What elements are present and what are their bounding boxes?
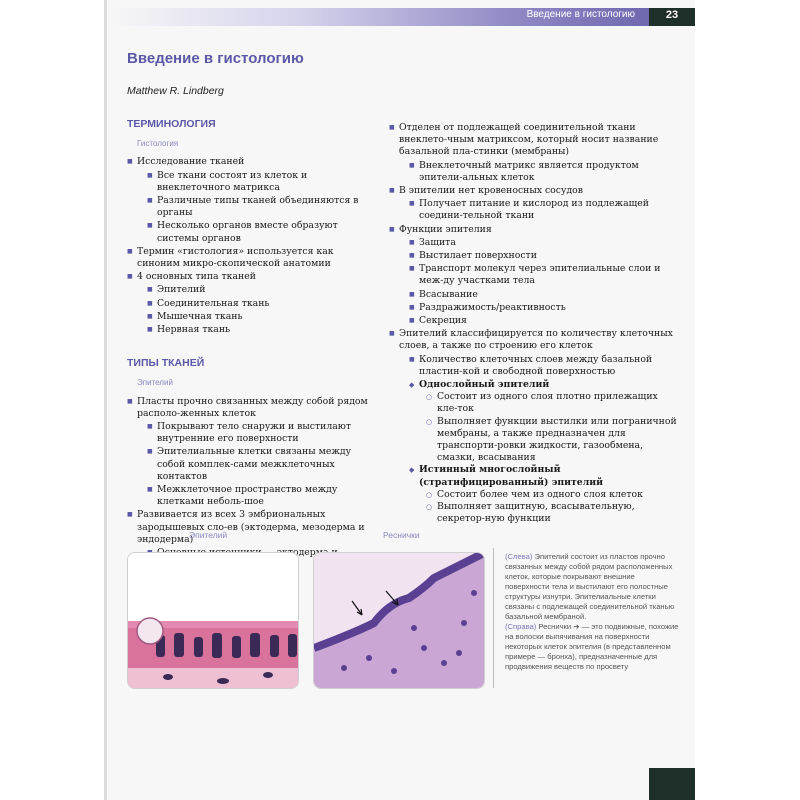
chapter-author: Matthew R. Lindberg	[127, 85, 224, 97]
list-item: ■ Защита	[389, 237, 679, 249]
list-item: ○ Состоит из одного слоя плотно прилежащих кле-ток	[389, 391, 679, 415]
right-column	[389, 122, 679, 526]
list-item: ■ Получает питание и кислород из подлежащей соедини-тельной ткани	[389, 198, 679, 222]
list-item: ■ Отделен от подлежащей соединительной ткани внеклето-чным матриксом, который носит название базальной пла-стинки (мембраны)	[389, 122, 679, 159]
subheading-epithelium: Эпителий	[137, 378, 173, 388]
figure-caption	[505, 552, 680, 672]
list-item-bold: ◆ Истинный многослойный (стратифицированный) эпителий	[389, 464, 679, 488]
list-item: ■ Различные типы тканей объединяются в органы	[127, 195, 377, 219]
list-item: ■ Раздражимость/реактивность	[389, 302, 679, 314]
list-item: ■ В эпителии нет кровеносных сосудов	[389, 185, 679, 197]
chapter-title: Введение в гистологию	[127, 50, 304, 67]
list-item: ○ Выполняет защитную, всасывательную, секретор-ную функции	[389, 501, 679, 525]
list-item: ■ Мышечная ткань	[127, 311, 377, 323]
list-item: ■ Выстилает поверхности	[389, 250, 679, 262]
list-item: ■ Эпителий классифицируется по количеству клеточных слоев, а также по строению его клеток	[389, 328, 679, 352]
list-item: ■ эктодерма	[127, 547, 377, 571]
list-item: ■ Развивается из всех 3 эмбриональных зародышевых сло-ев (эктодерма, мезодерма и эндодерма)	[127, 509, 377, 546]
list-item: ■ Количество клеточных слоев между базальной пластин-кой и свободной поверхностью	[389, 354, 679, 378]
left-column	[127, 118, 377, 573]
tissue-types-list	[127, 396, 377, 572]
caption-right-tag: (Справа)	[505, 622, 537, 631]
epithelium-details-list	[389, 122, 679, 526]
section-heading-terminology: ТЕРМИНОЛОГИЯ	[127, 118, 216, 130]
caption-divider	[493, 548, 494, 688]
list-item: ○ Состоит более чем из одного слоя клеток	[389, 489, 679, 501]
list-item: ■ Транспорт молекул через эпителиальные слои и меж-ду участками тела	[389, 263, 679, 287]
figure-label-epithelium: Эпителий	[189, 530, 228, 540]
list-item: ■ Исследование тканей	[127, 156, 377, 168]
terminology-list	[127, 156, 377, 336]
micrograph-epithelium	[127, 552, 299, 689]
caption-left-text: Эпителий состоит из пластов прочно связанных между собой рядом расположенных клеток, которые покрывают внешние поверхности тела и выстилают его полостные структуры изнутри. Эпителиальные клетки связаны с подлежащей соединительной тканью базальной мембраной.	[505, 552, 675, 621]
list-item-bold: ◆ Однослойный эпителий	[389, 379, 679, 391]
list-item: ■ Функции эпителия	[389, 224, 679, 236]
list-item: ■ Пласты прочно связанных между собой рядом располо-женных клеток	[127, 396, 377, 420]
book-page	[107, 0, 695, 800]
figure-label-cilia: Реснички	[383, 530, 420, 540]
list-item: ■ Эпителий	[127, 284, 377, 296]
list-item: ■ Секреция	[389, 315, 679, 327]
micrograph-cilia	[313, 552, 485, 689]
page-number: 23	[665, 9, 679, 21]
subheading-histology: Гистология	[137, 139, 179, 149]
list-item: ■ Всасывание	[389, 289, 679, 301]
running-header-title: Введение в гистологию	[526, 9, 635, 20]
list-item: ■ Нервная ткань	[127, 324, 377, 336]
list-item: ■ Все ткани состоят из клеток и внеклеточного матрикса	[127, 170, 377, 194]
list-item: ■ Эпителиальные клетки связаны между собой комплек-сами межклеточных контактов	[127, 446, 377, 483]
list-item: ■ Межклеточное пространство между клетками неболь-шое	[127, 484, 377, 508]
list-item: ■ Соединительная ткань	[127, 298, 377, 310]
list-item: ■ 4 основных типа тканей	[127, 271, 377, 283]
page-corner-block	[649, 768, 695, 800]
section-heading-tissue-types: ТИПЫ ТКАНЕЙ	[127, 357, 205, 370]
list-item: ■ Внеклеточный матрикс является продуктом эпители-альных клеток	[389, 160, 679, 184]
caption-left-tag: (Слева)	[505, 552, 533, 561]
caption-right-text: Реснички ➔ — это подвижные, похожие на волоски выпячивания на поверхности некоторых клеток эпителия (в представленном примере — бронха), предназначенные для продвижения веществ по просвету	[505, 622, 679, 671]
list-item: ○ Выполняет функции выстилки или пограничной мембраны, а также предназначен для транспорти-ровки жидкости, газообмена, смазки, всасывания	[389, 416, 679, 465]
list-item: ■ Несколько органов вместе образуют системы органов	[127, 220, 377, 244]
list-item: ■ Покрывают тело снаружи и выстилают внутренние его поверхности	[127, 421, 377, 445]
list-item: ■ Термин «гистология» используется как синоним микро-скопической анатомии	[127, 246, 377, 270]
